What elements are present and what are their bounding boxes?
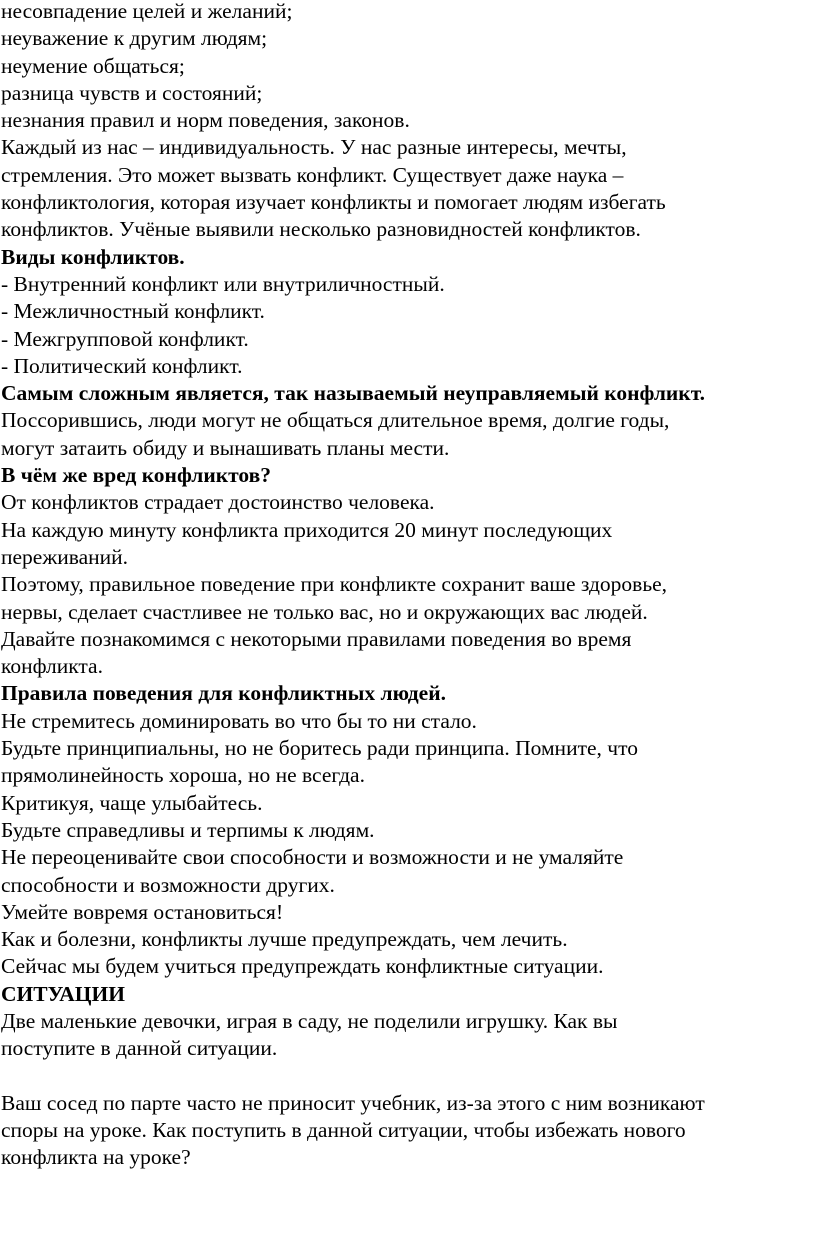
text-line: Поссорившись, люди могут не общаться длительное время, долгие годы,	[1, 408, 670, 433]
text-line: - Межгрупповой конфликт.	[1, 326, 249, 351]
text-line: могут затаить обиду и вынашивать планы мести.	[1, 435, 450, 460]
text-line: конфликта.	[1, 654, 103, 679]
text-line: нервы, сделает счастливее не только вас, но и окружающих вас людей.	[1, 599, 648, 624]
text-line: - Политический конфликт.	[1, 353, 243, 378]
text-line: Каждый из нас – индивидуальность. У нас разные интересы, мечты,	[1, 135, 627, 160]
text-line: конфликтология, которая изучает конфликты и помогает людям избегать	[1, 190, 666, 215]
text-line: Умейте вовремя остановиться!	[1, 899, 284, 924]
text-line: стремления. Это может вызвать конфликт. Существует даже наука –	[1, 162, 624, 187]
section-heading: Правила поведения для конфликтных людей.	[1, 681, 446, 706]
text-line: Не стремитесь доминировать во что бы то ни стало.	[1, 708, 477, 733]
section-heading: СИТУАЦИИ	[1, 981, 125, 1006]
text-line: поступите в данной ситуации.	[1, 1036, 278, 1061]
text-line: переживаний.	[1, 544, 129, 569]
text-line: способности и возможности других.	[1, 872, 335, 897]
text-line: - Внутренний конфликт или внутриличностный.	[1, 271, 445, 296]
text-line: конфликта на уроке?	[1, 1145, 191, 1170]
text-line: неумение общаться;	[1, 53, 185, 78]
text-line: незнания правил и норм поведения, законов.	[1, 108, 410, 133]
text-line: Поэтому, правильное поведение при конфликте сохранит ваше здоровье,	[1, 572, 668, 597]
text-line: разница чувств и состояний;	[1, 80, 263, 105]
section-heading: В чём же вред конфликтов?	[1, 463, 271, 488]
text-line: Как и болезни, конфликты лучше предупреждать, чем лечить.	[1, 927, 568, 952]
text-line: На каждую минуту конфликта приходится 20 минут последующих	[1, 517, 613, 542]
text-line: Критикуя, чаще улыбайтесь.	[1, 790, 263, 815]
section-heading: Самым сложным является, так называемый неуправляемый конфликт.	[1, 381, 706, 406]
text-line: - Межличностный конфликт.	[1, 299, 265, 324]
text-line: Будьте принципиальны, но не боритесь ради принципа. Помните, что	[1, 736, 638, 761]
text-line: От конфликтов страдает достоинство человека.	[1, 490, 435, 515]
text-line: неуважение к другим людям;	[1, 26, 268, 51]
section-heading: Виды конфликтов.	[1, 244, 185, 269]
text-line: споры на уроке. Как поступить в данной ситуации, чтобы избежать нового	[1, 1118, 686, 1143]
text-line: Ваш сосед по парте часто не приносит учебник, из-за этого с ним возникают	[1, 1090, 705, 1115]
text-line: Сейчас мы будем учиться предупреждать конфликтные ситуации.	[1, 954, 604, 979]
text-line: прямолинейность хороша, но не всегда.	[1, 763, 365, 788]
text-line: Не переоценивайте свои способности и возможности и не умаляйте	[1, 845, 624, 870]
text-line: Две маленькие девочки, играя в саду, не поделили игрушку. Как вы	[1, 1008, 618, 1033]
text-line: конфликтов. Учёные выявили несколько разновидностей конфликтов.	[1, 217, 641, 242]
blank-line	[1, 1063, 816, 1090]
text-line: Будьте справедливы и терпимы к людям.	[1, 817, 375, 842]
text-line: несовпадение целей и желаний;	[1, 0, 293, 23]
text-line: Давайте познакомимся с некоторыми правилами поведения во время	[1, 626, 632, 651]
